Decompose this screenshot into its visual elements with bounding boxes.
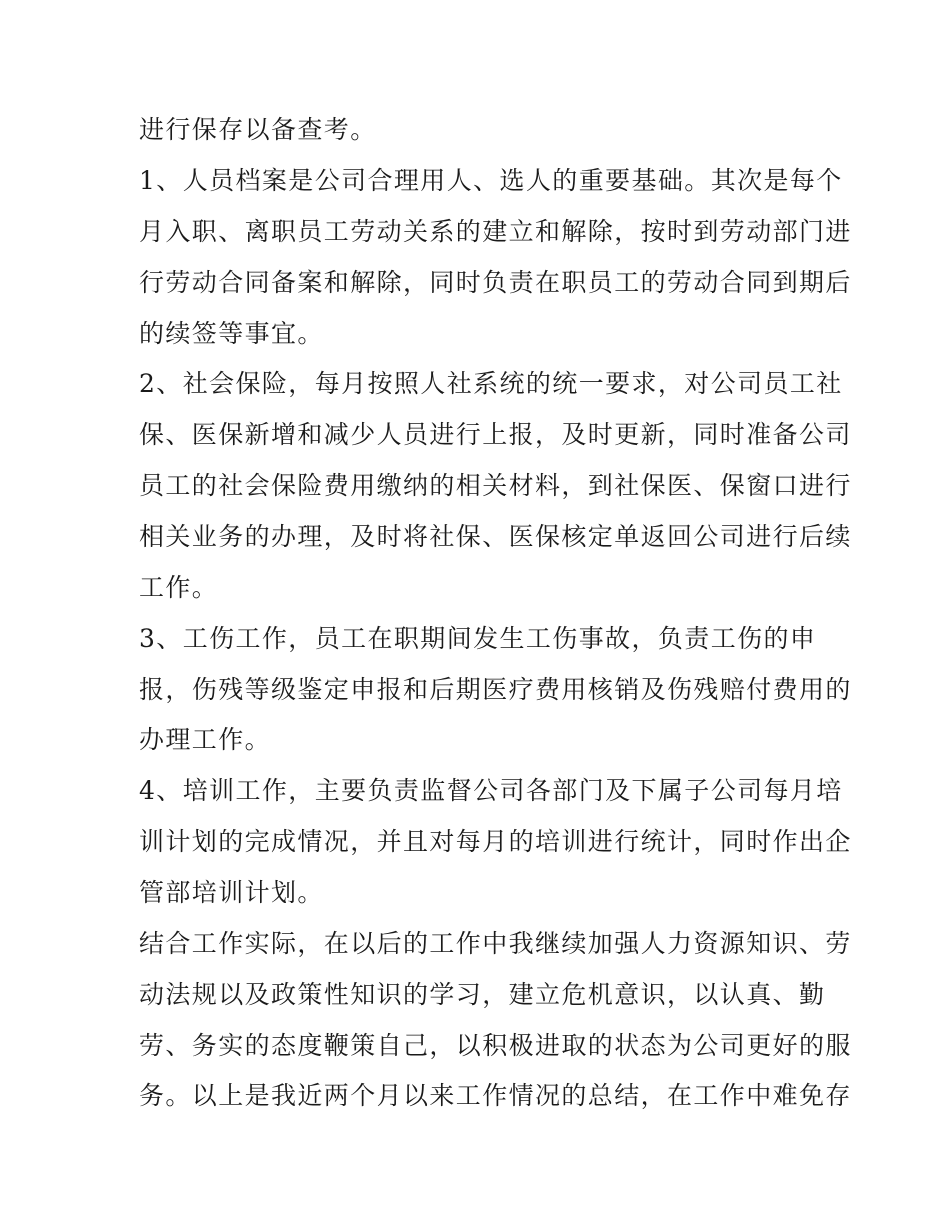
text-line: 3、工伤工作，员工在职期间发生工伤事故，负责工伤的申 [139, 624, 817, 653]
text-line: 工作。 [139, 573, 219, 602]
text-line: 报，伤残等级鉴定申报和后期医疗费用核销及伤残赔付费用的 [139, 675, 852, 704]
text-line: 动法规以及政策性知识的学习，建立危机意识，以认真、勤 [139, 980, 826, 1009]
text-line: 结合工作实际，在以后的工作中我继续加强人力资源知识、劳 [139, 929, 852, 958]
text-line: 管部培训计划。 [139, 878, 324, 907]
text-line: 保、医保新增和减少人员进行上报，及时更新，同时准备公司 [139, 420, 852, 449]
text-line: 训计划的完成情况，并且对每月的培训进行统计，同时作出企 [139, 827, 852, 856]
text-line: 务。以上是我近两个月以来工作情况的总结，在工作中难免存 [139, 1081, 852, 1110]
text-line: 办理工作。 [139, 725, 272, 754]
text-line: 劳、务实的态度鞭策自己，以积极进取的状态为公司更好的服 [139, 1031, 852, 1060]
text-line: 月入职、离职员工劳动关系的建立和解除，按时到劳动部门进 [139, 217, 852, 246]
text-line: 相关业务的办理，及时将社保、医保核定单返回公司进行后续 [139, 522, 852, 551]
text-line: 的续签等事宜。 [139, 319, 324, 348]
text-line: 1、人员档案是公司合理用人、选人的重要基础。其次是每个 [139, 166, 843, 195]
text-line: 员工的社会保险费用缴纳的相关材料，到社保医、保窗口进行 [139, 471, 852, 500]
text-line: 行劳动合同备案和解除，同时负责在职员工的劳动合同到期后 [139, 268, 852, 297]
text-line: 4、培训工作，主要负责监督公司各部门及下属子公司每月培 [139, 776, 843, 805]
text-line: 2、社会保险，每月按照人社系统的统一要求，对公司员工社 [139, 369, 843, 398]
text-line: 进行保存以备查考。 [139, 115, 377, 144]
